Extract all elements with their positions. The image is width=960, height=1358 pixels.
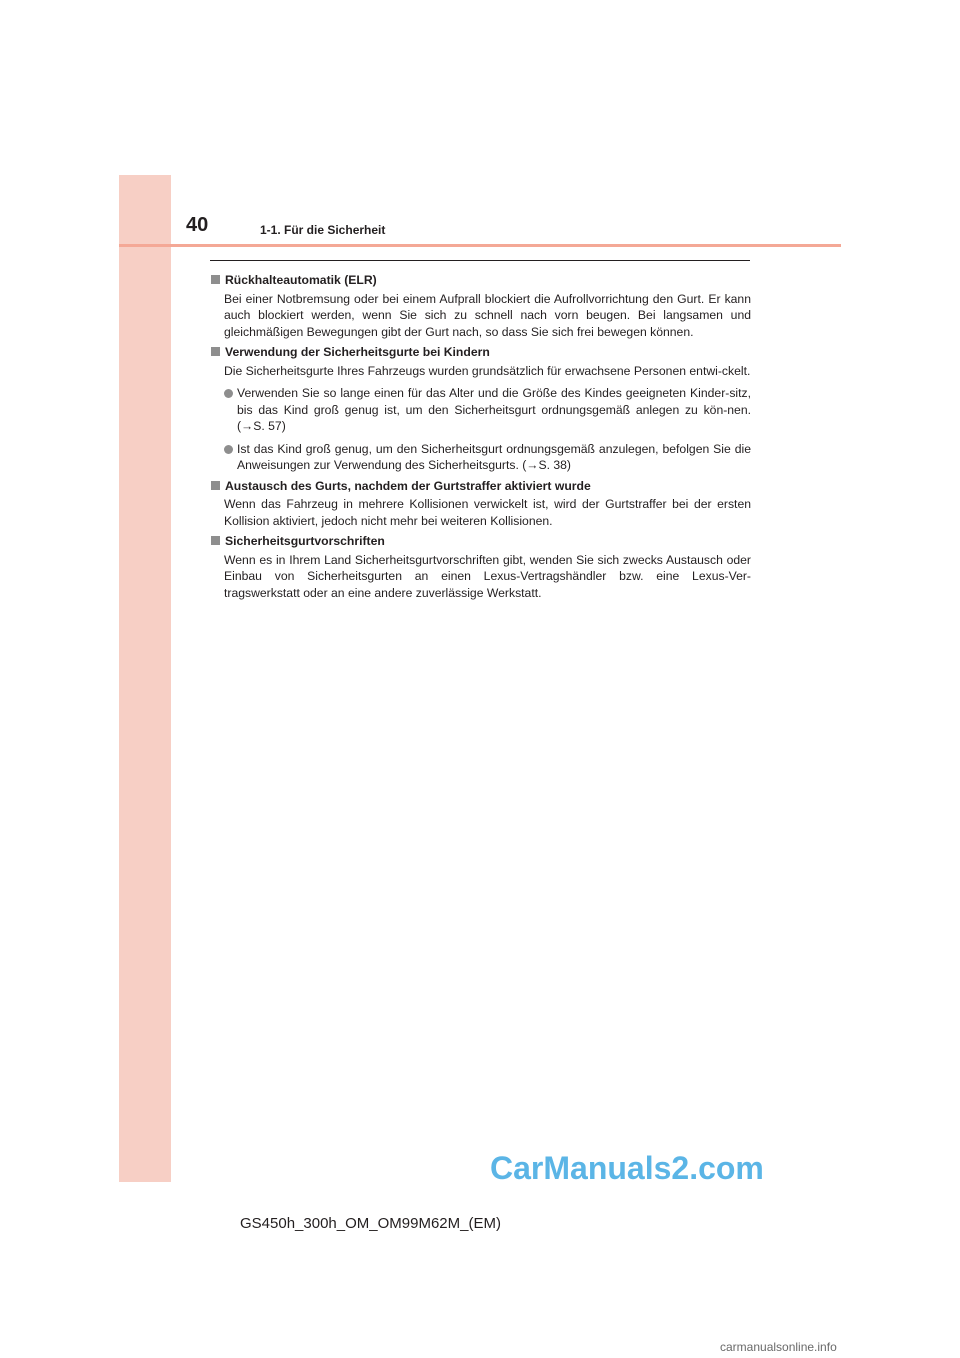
section-vorschriften [211,533,751,601]
footer-site: carmanualsonline.info [720,1340,837,1354]
list-item [224,441,751,474]
content [211,268,751,601]
section-heading [211,272,751,289]
square-bullet-icon [211,536,220,545]
list-item-text: Verwenden Sie so lange einen für das Alter und die Größe des Kindes geeigneten Kinder-sitz, bis das Kind groß genug ist, um den Sicherheitsgurt ordnungsgemäß anlegen zu kön-nen. (→S. 57) [237,386,751,433]
section-heading-text: Austausch des Gurts, nachdem der Gurtstraffer aktiviert wurde [225,478,591,493]
side-band [119,175,171,1182]
section-gurtstraffer [211,478,751,530]
square-bullet-icon [211,481,220,490]
list-item [224,385,751,435]
section-heading [211,478,751,495]
section-title: 1-1. Für die Sicherheit [260,223,386,237]
circle-bullet-icon [224,445,233,454]
content-rule [210,260,750,261]
section-heading-text: Rückhalteautomatik (ELR) [225,273,377,287]
section-heading [211,344,751,361]
square-bullet-icon [211,347,220,356]
section-body: Bei einer Notbremsung oder bei einem Aufprall blockiert die Aufrollvorrichtung den Gurt. Er kann auch blockiert werden, wenn Sie sich zu schnell nach vorn beugen. Bei langsamen und gleichmäßigen Bewegungen gibt der Gurt nach, so dass Sie sich frei bewegen können. [224,291,751,339]
footer-code: GS450h_300h_OM_OM99M62M_(EM) [240,1215,501,1232]
section-kinder [211,344,751,474]
section-body: Die Sicherheitsgurte Ihres Fahrzeugs wurden grundsätzlich für erwachsene Personen entwi-ckelt. [224,363,751,378]
section-heading-text: Sicherheitsgurtvorschriften [225,534,385,548]
header-rule [119,244,841,247]
section-heading [211,533,751,550]
section-heading-text: Verwendung der Sicherheitsgurte bei Kindern [225,345,490,359]
page-number: 40 [186,214,209,236]
section-body: Wenn das Fahrzeug in mehrere Kollisionen verwickelt ist, wird der Gurtstraffer bei der ersten Kollision aktiviert, jedoch nicht mehr bei weiteren Kollisionen. [224,497,751,528]
watermark-logo: CarManuals2.com [490,1150,764,1186]
square-bullet-icon [211,275,220,284]
section-elr [211,272,751,340]
circle-bullet-icon [224,389,233,398]
section-body: Wenn es in Ihrem Land Sicherheitsgurtvorschriften gibt, wenden Sie sich zwecks Austausch oder Einbau von Sicherheitsgurten an einen Lexus-Vertragshändler bzw. eine Lexus-Ver-tragswerkstatt oder an eine andere zuverlässige Werkstatt. [224,552,751,600]
list-item-text: Ist das Kind groß genug, um den Sicherheitsgurt ordnungsgemäß anzulegen, befolgen Sie die Anweisungen zur Verwendung des Sicherheitsgurts. (→S. 38) [237,441,751,472]
